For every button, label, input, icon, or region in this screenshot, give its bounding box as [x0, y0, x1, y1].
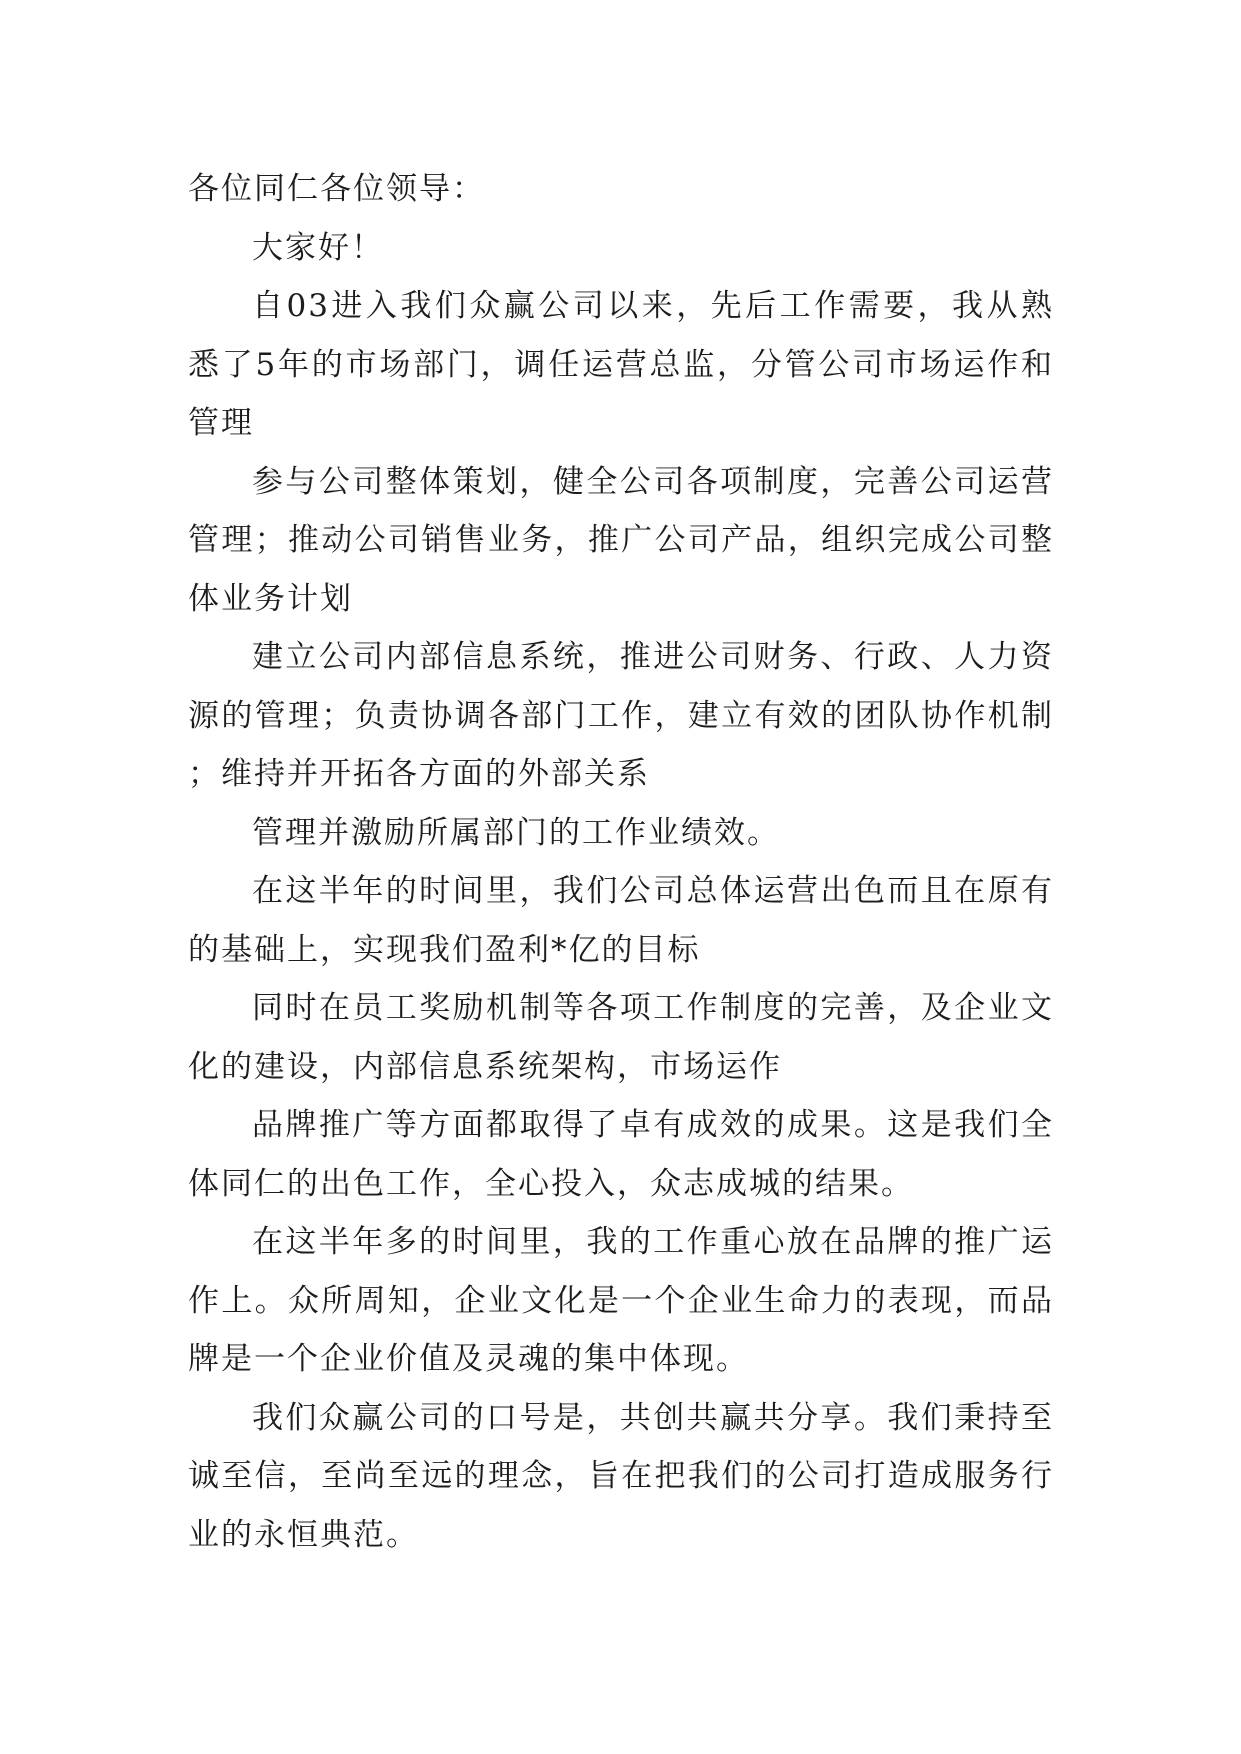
paragraph-brand-focus: 在这半年多的时间里，我的工作重心放在品牌的推广运作上。众所周知，企业文化是一个企业生命力的表现，而品牌是一个企业价值及灵魂的集中体现。 — [188, 1224, 1054, 1377]
paragraph-half-year-results: 在这半年的时间里，我们公司总体运营出色而且在原有的基础上，实现我们盈利*亿的目标 — [188, 873, 1054, 968]
paragraph-company-slogan: 我们众赢公司的口号是，共创共赢共分享。我们秉持至诚至信，至尚至远的理念，旨在把我们的公司打造成服务行业的永恒典范。 — [188, 1399, 1054, 1553]
document-body — [188, 160, 1054, 1564]
paragraph-internal-systems: 建立公司内部信息系统，推进公司财务、行政、人力资源的管理；负责协调各部门工作，建立有效的团队协作机制；维持并开拓各方面的外部关系 — [188, 639, 1054, 792]
paragraph-planning-duties: 参与公司整体策划，健全公司各项制度，完善公司运营管理；推动公司销售业务，推广公司产品，组织完成公司整体业务计划 — [188, 463, 1054, 617]
paragraph-career-history: 自03进入我们众赢公司以来，先后工作需要，我从熟悉了5年的市场部门，调任运营总监，分管公司市场运作和管理 — [188, 288, 1054, 441]
salutation: 各位同仁各位领导： — [188, 171, 485, 207]
paragraph-incentive-mechanism: 同时在员工奖励机制等各项工作制度的完善，及企业文化的建设，内部信息系统架构，市场运作 — [188, 990, 1054, 1085]
paragraph-performance: 管理并激励所属部门的工作业绩效。 — [252, 814, 780, 851]
paragraph-brand-achievements: 品牌推广等方面都取得了卓有成效的成果。这是我们全体同仁的出色工作，全心投入，众志成城的结果。 — [188, 1107, 1054, 1202]
paragraph-greeting: 大家好！ — [252, 229, 384, 266]
